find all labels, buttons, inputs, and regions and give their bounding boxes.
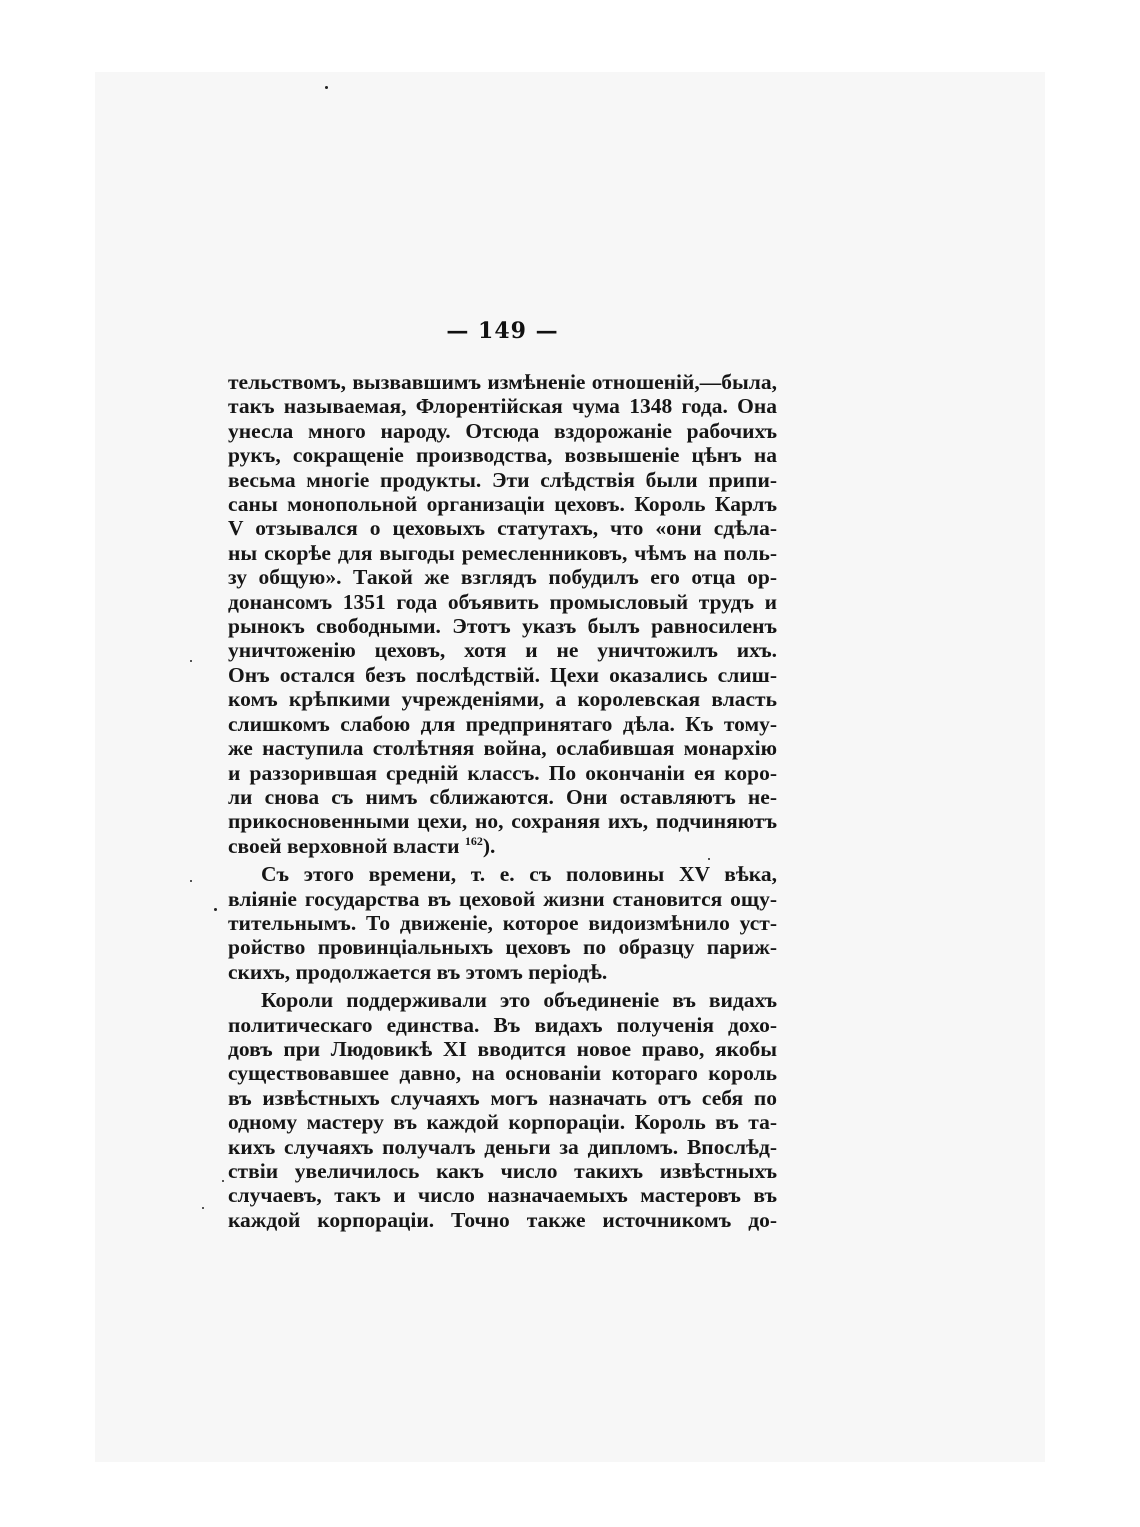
text-line: унесла много народу. Отсюда вздорожаніе рабочихъ	[228, 418, 777, 443]
paragraph-2	[228, 862, 777, 984]
scan-speck	[214, 908, 217, 911]
text-line: зу общую». Такой же взглядъ побудилъ его отца ор-	[228, 565, 777, 590]
scan-speck	[190, 660, 192, 662]
scan-speck	[325, 86, 328, 89]
text-line: комъ крѣпкими учрежденіями, а королевская власть	[228, 687, 777, 712]
footnote-reference: 162	[464, 833, 483, 848]
text-line: ли снова съ нимъ сближаются. Они оставляютъ не-	[228, 784, 777, 809]
text-line-final	[228, 834, 777, 858]
text-line: саны монопольной организаціи цеховъ. Король Карлъ	[228, 492, 777, 517]
text-line: одному мастеру въ каждой корпораціи. Король въ та-	[228, 1110, 777, 1135]
text-line: скихъ, продолжается въ этомъ періодѣ.	[228, 959, 608, 984]
text-line: же наступила столѣтняя война, ослабившая монархію	[228, 736, 777, 761]
page-number: — 149 —	[446, 318, 559, 344]
text-line: каждой корпораціи. Точно также источникомъ до-	[228, 1207, 777, 1232]
text-line: существовавшее давно, на основаніи котораго король	[228, 1061, 777, 1086]
text-line: ройство провинціальныхъ цеховъ по образцу париж-	[228, 935, 777, 960]
scan-speck	[190, 880, 192, 882]
scan-speck	[202, 1207, 204, 1209]
text-line: кихъ случаяхъ получалъ деньги за дипломъ. Впослѣд-	[228, 1134, 777, 1159]
text-line: въ извѣстныхъ случаяхъ могъ назначать отъ себя по	[228, 1085, 777, 1110]
paragraph-3	[228, 988, 777, 1232]
text-line: такъ называемая, Флорентійская чума 1348 года. Она	[228, 394, 777, 419]
scan-speck	[222, 1180, 224, 1182]
text-line: весьма многіе продукты. Эти слѣдствія были припи-	[228, 467, 777, 492]
text-line: политическаго единства. Въ видахъ полученія дохо-	[228, 1012, 777, 1037]
page-body	[228, 370, 777, 1232]
text-line: рукъ, сокращеніе производства, возвышеніе цѣнъ на	[228, 443, 777, 468]
text-fragment: своей верховной власти	[228, 833, 460, 858]
text-line: тительнымъ. То движеніе, которое видоизмѣнило уст-	[228, 910, 777, 935]
text-line: донансомъ 1351 года объявить промысловый трудъ и	[228, 589, 777, 614]
text-fragment: ).	[482, 833, 496, 858]
text-line: и раззорившая средній классъ. По окончаніи ея коро-	[228, 760, 777, 785]
text-line: случаевъ, такъ и число назначаемыхъ мастеровъ въ	[228, 1183, 777, 1208]
text-line: вліяніе государства въ цеховой жизни становится ощу-	[228, 886, 777, 911]
text-line: тельствомъ, вызвавшимъ измѣненіе отношеній,—была,	[228, 370, 777, 394]
paragraph-1	[228, 370, 777, 858]
text-line: слишкомъ слабою для предпринятаго дѣла. Къ тому-	[228, 711, 777, 736]
text-line: рынокъ свободными. Этотъ указъ былъ равносиленъ	[228, 614, 777, 639]
text-line: ны скорѣе для выгоды ремесленниковъ, чѣмъ на поль-	[228, 540, 777, 565]
text-line: V отзывался о цеховыхъ статутахъ, что «они сдѣла-	[228, 516, 777, 541]
text-line: довъ при Людовикѣ XI вводится новое право, якобы	[228, 1036, 777, 1061]
text-line: Онъ остался безъ послѣдствій. Цехи оказались слиш-	[228, 662, 777, 687]
text-line: Съ этого времени, т. е. съ половины XV вѣка,	[261, 862, 777, 887]
text-line: ствіи увеличилось какъ число такихъ извѣстныхъ	[228, 1159, 777, 1183]
text-line: уничтоженію цеховъ, хотя и не уничтожилъ ихъ.	[228, 638, 777, 663]
text-line: Короли поддерживали это объединеніе въ видахъ	[261, 988, 777, 1013]
text-line: прикосновенными цехи, но, сохраняя ихъ, подчиняютъ	[228, 809, 777, 834]
